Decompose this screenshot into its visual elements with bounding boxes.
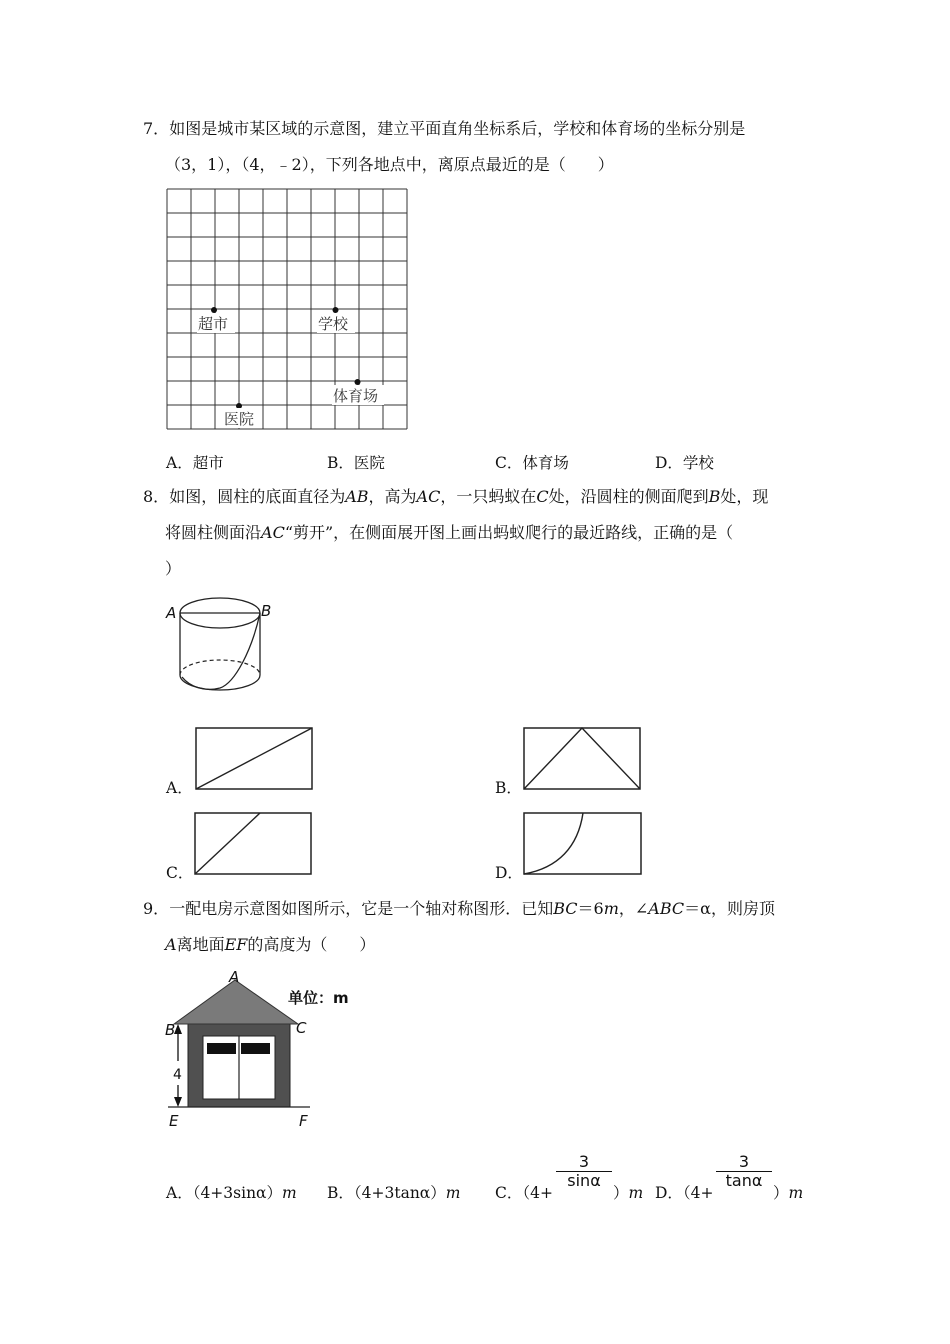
- q9-option-c-unit: m: [628, 1184, 644, 1202]
- q9-option-b[interactable]: [327, 1181, 460, 1203]
- q9-var-a: A: [165, 935, 177, 954]
- q8-stem-1d: 处，沿圆柱的侧面爬到: [548, 487, 709, 506]
- q9-option-d[interactable]: [655, 1181, 714, 1203]
- q7-point-school: [333, 307, 339, 313]
- q9-option-d-unit: m: [788, 1184, 804, 1202]
- q9-label-c: C: [296, 1019, 307, 1037]
- q7-point-stadium: [355, 379, 361, 385]
- q9-option-c-fraction: [556, 1153, 612, 1190]
- q8-option-c[interactable]: C．: [166, 864, 194, 882]
- q8-option-b[interactable]: B．: [495, 779, 522, 797]
- q9-option-d-denominator: tanα: [725, 1171, 763, 1190]
- q7-grid-figure: [160, 182, 420, 434]
- q9-option-c[interactable]: [495, 1181, 553, 1203]
- q9-option-a-text: A．（4+3sinα）: [166, 1184, 283, 1202]
- q9-option-d-numerator: 3: [738, 1152, 750, 1171]
- q8-option-a[interactable]: A．: [166, 779, 193, 797]
- q8-stem-2b: “剪开”，在侧面展开图上画出蚂蚁爬行的最近路线，正确的是（: [284, 523, 734, 542]
- q8-option-d[interactable]: D．: [495, 864, 523, 882]
- q7-label-hospital: 医院: [224, 410, 255, 428]
- q8-stem-1e: 处，现: [720, 487, 769, 506]
- q9-stem-1d: ＝α，则房顶: [684, 899, 775, 918]
- q8-option-d-figure[interactable]: [523, 812, 645, 876]
- q8-var-ac: AC: [416, 487, 441, 506]
- q9-unit-label: 单位：m: [288, 989, 349, 1007]
- q9-option-d-prefix: D．（4+: [655, 1184, 714, 1202]
- q7-option-a[interactable]: A．超市: [166, 454, 224, 472]
- q7-text-line2: （3，1），（4，﹣2），下列各地点中，离原点最近的是（ ）: [165, 155, 614, 174]
- q9-option-c-prefix: C．（4+: [495, 1184, 553, 1202]
- q8-var-ab: AB: [345, 487, 369, 506]
- q9-house-roof: [174, 980, 298, 1024]
- q9-text-line2: [165, 934, 375, 956]
- q8-text-line1: [143, 486, 768, 508]
- q8-option-c-figure[interactable]: [194, 812, 314, 876]
- q8-text-line3: ）: [165, 559, 182, 578]
- q8-stem-2a: 将圆柱侧面沿: [165, 523, 262, 542]
- q9-option-d-tail: [773, 1181, 803, 1203]
- q9-var-bc: BC: [553, 899, 578, 918]
- q9-option-b-unit: m: [445, 1184, 461, 1202]
- q7-number: 7．: [143, 119, 170, 138]
- q8-number: 8．: [143, 487, 170, 506]
- q7-option-c[interactable]: C．体育场: [495, 454, 569, 472]
- q9-option-c-numerator: 3: [578, 1152, 590, 1171]
- q8-cylinder-figure: [160, 595, 290, 707]
- q8-cyl-label-b: B: [261, 602, 272, 620]
- q8-stem-1c: ，一只蚂蚁在: [440, 487, 537, 506]
- q9-option-c-denominator: sinα: [567, 1171, 601, 1190]
- q9-height-label: 4: [173, 1067, 182, 1083]
- q8-var-c: C: [536, 487, 549, 506]
- q9-var-abc: ABC: [648, 899, 685, 918]
- q7-text-line1: [143, 118, 745, 140]
- q7-option-d[interactable]: D．学校: [655, 454, 714, 472]
- q9-option-d-fraction: [716, 1153, 772, 1190]
- q9-var-ef: EF: [224, 935, 248, 954]
- q9-label-f: F: [299, 1112, 308, 1130]
- q7-label-supermarket: 超市: [198, 315, 229, 333]
- q9-number: 9．: [143, 899, 170, 918]
- q8-option-a-figure[interactable]: [195, 727, 315, 791]
- q9-option-d-suffix: ）: [773, 1184, 789, 1202]
- q8-stem-1b: ，高为: [368, 487, 417, 506]
- q9-label-a: A: [229, 968, 240, 986]
- q9-option-c-suffix: ）: [613, 1184, 629, 1202]
- q8-var-b: B: [708, 487, 721, 506]
- q9-stem-2b: 离地面: [176, 935, 225, 954]
- q9-unit-m: m: [603, 899, 619, 918]
- q9-text-line1: [143, 898, 775, 920]
- q9-option-a[interactable]: [166, 1181, 297, 1203]
- q7-label-stadium: 体育场: [333, 387, 379, 405]
- q9-label-b: B: [165, 1021, 176, 1039]
- q7-stem-1: 如图是城市某区域的示意图，建立平面直角坐标系后，学校和体育场的坐标分别是: [169, 119, 746, 138]
- q7-label-school: 学校: [318, 315, 349, 333]
- q9-stem-1c: ，∠: [618, 899, 649, 918]
- q8-text-line2: [165, 522, 733, 544]
- q8-stem-1a: 如图，圆柱的底面直径为: [169, 487, 346, 506]
- q9-label-e: E: [169, 1112, 179, 1130]
- q9-option-a-unit: m: [282, 1184, 297, 1202]
- q8-cyl-label-a: A: [166, 604, 177, 622]
- q7-point-supermarket: [211, 307, 217, 313]
- q9-stem-1a: 一配电房示意图如图所示，它是一个轴对称图形．已知: [169, 899, 554, 918]
- q9-option-c-tail: [613, 1181, 643, 1203]
- q9-house-figure: [160, 966, 370, 1136]
- q9-option-b-text: B．（4+3tanα）: [327, 1184, 446, 1202]
- q9-stem-1b: ＝6: [577, 899, 604, 918]
- q9-stem-2c: 的高度为（ ）: [247, 935, 376, 954]
- q8-option-b-figure[interactable]: [523, 727, 643, 791]
- q7-option-b[interactable]: B．医院: [327, 454, 385, 472]
- q8-var-ac-2: AC: [261, 523, 285, 542]
